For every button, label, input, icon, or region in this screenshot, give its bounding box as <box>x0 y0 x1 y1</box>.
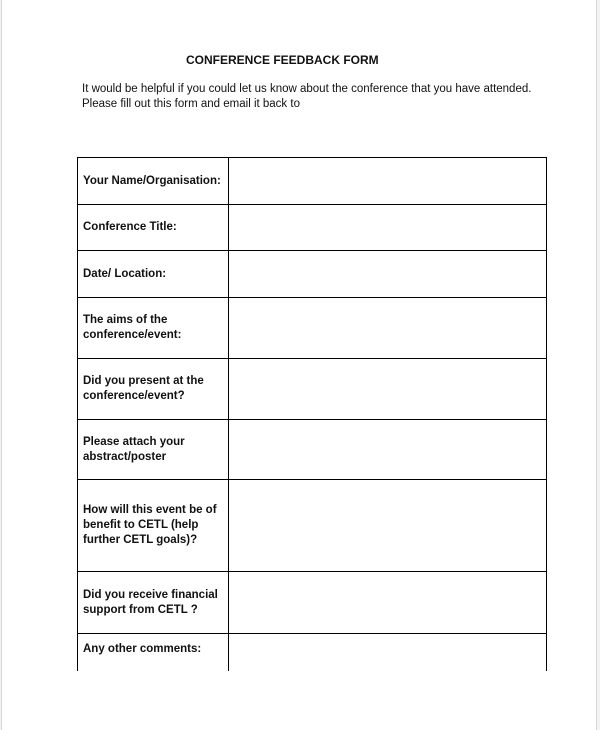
field-label-name: Your Name/Organisation: <box>78 158 229 205</box>
form-row-name <box>78 158 547 205</box>
field-answer-date-location[interactable] <box>229 251 547 298</box>
form-row-aims <box>78 298 547 359</box>
field-label-date-location: Date/ Location: <box>78 251 229 298</box>
field-label-financial-support: Did you receive financial support from CETL ? <box>78 572 229 634</box>
field-answer-comments[interactable] <box>229 634 547 671</box>
form-row-benefit <box>78 480 547 572</box>
field-answer-conference-title[interactable] <box>229 205 547 251</box>
field-answer-name[interactable] <box>229 158 547 205</box>
form-row-financial-support <box>78 572 547 634</box>
field-label-comments: Any other comments: <box>78 634 229 671</box>
field-label-benefit: How will this event be of benefit to CETL (help further CETL goals)? <box>78 480 229 572</box>
intro-line: It would be helpful if you could let us know about the conference that you have attended. <box>82 83 532 95</box>
document-page <box>1 0 597 730</box>
field-answer-aims[interactable] <box>229 298 547 359</box>
form-row-conference-title <box>78 205 547 251</box>
field-label-aims: The aims of the conference/event: <box>78 298 229 359</box>
form-row-date-location <box>78 251 547 298</box>
field-answer-benefit[interactable] <box>229 480 547 572</box>
form-row-comments <box>78 634 547 671</box>
intro-text <box>82 82 531 111</box>
field-answer-abstract[interactable] <box>229 420 547 480</box>
field-label-conference-title: Conference Title: <box>78 205 229 251</box>
field-label-abstract: Please attach your abstract/poster <box>78 420 229 480</box>
field-label-presented: Did you present at the conference/event? <box>78 359 229 420</box>
form-row-abstract <box>78 420 547 480</box>
form-row-presented <box>78 359 547 420</box>
field-answer-presented[interactable] <box>229 359 547 420</box>
field-answer-financial-support[interactable] <box>229 572 547 634</box>
intro-line: Please fill out this form and email it back to <box>82 97 300 110</box>
form-title: CONFERENCE FEEDBACK FORM <box>186 53 379 67</box>
feedback-form-table <box>77 157 547 671</box>
